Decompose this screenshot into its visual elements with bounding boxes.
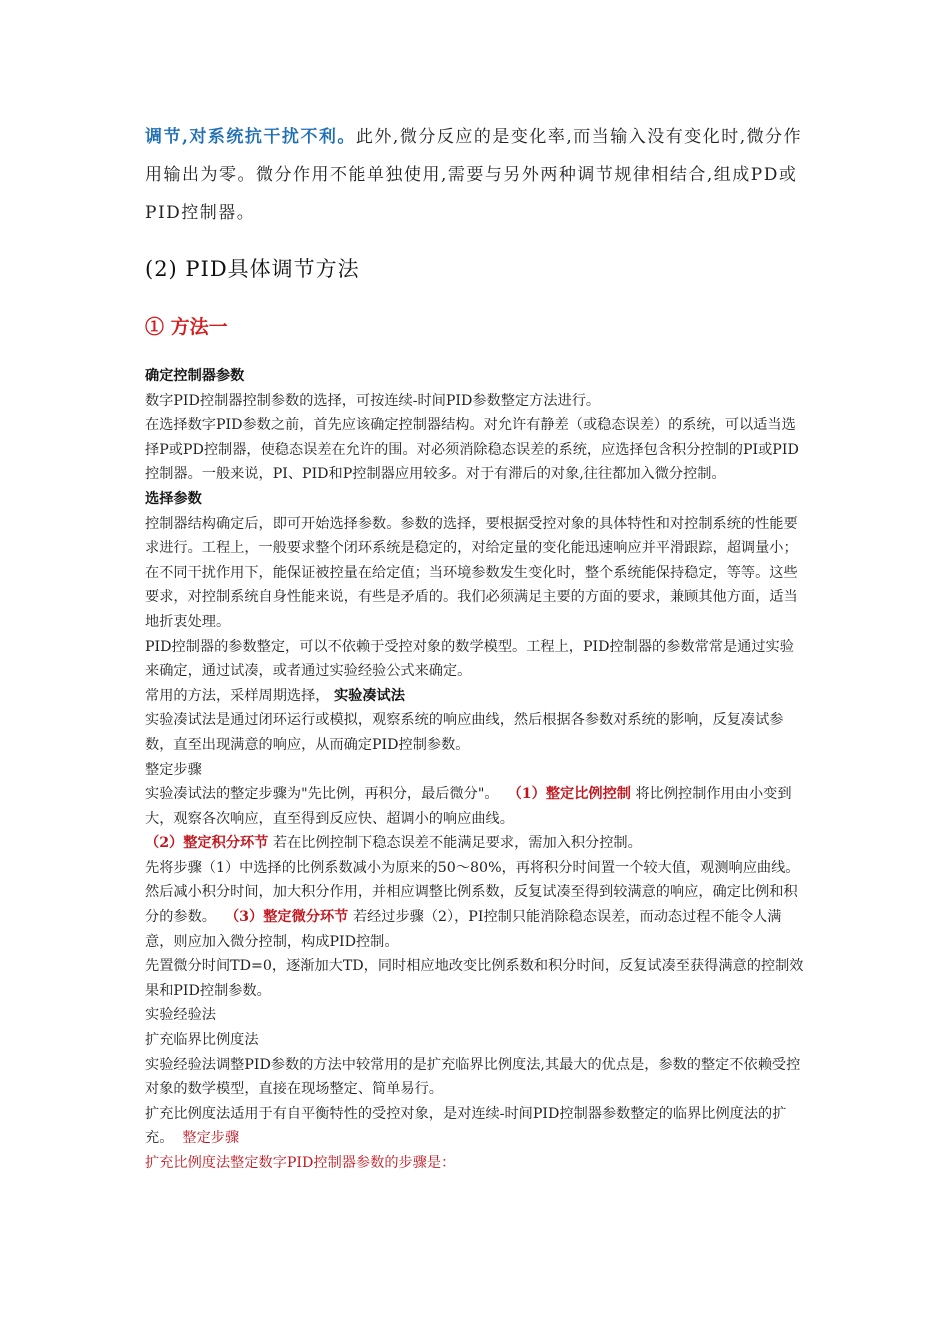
text-span: 实验凑试法的整定步骤为"先比例，再积分，最后微分"。 [145,786,499,803]
red-term: 整定步骤 [182,1130,240,1147]
paragraph [145,782,807,831]
paragraph [145,856,807,954]
paragraph: 实验凑试法是通过闭环运行或模拟，观察系统的响应曲线，然后根据各参数对系统的影响，反复凑试参数，直至出现满意的响应，从而确定PID控制参数。 [145,712,784,753]
paragraph [145,684,807,709]
heading-select-params: 选择参数 [145,490,202,507]
step2-text: 若在比例控制下稳态误差不能满足要求，需加入积分控制。 [272,835,642,852]
paragraph [145,1102,807,1151]
paragraph: 实验经验法 [145,1007,216,1024]
paragraph: 先置微分时间TD=0，逐渐加大TD，同时相应地改变比例系数和积分时间，反复试凑至获得满意的控制效果和PID控制参数。 [145,958,804,999]
paragraph-red: 扩充比例度法整定数字PID控制器参数的步骤是： [145,1155,456,1171]
subsection-title: ① 方法一 [145,316,228,338]
paragraph: 在选择数字PID参数之前，首先应该确定控制器结构。对允许有静差（或稳态误差）的系统，可以适当选择P或PD控制器，使稳态误差在允许的围。对必须消除稳态误差的系统，应选择包含积分控制的PI或PID控制器。一般来说，PI、PID和P控制器应用较多。对于有滞后的对象,往往都加入微分控制。 [145,417,799,483]
paragraph: 扩充临界比例度法 [145,1032,259,1049]
paragraph: PID控制器的参数整定，可以不依赖于受控对象的数学模型。工程上，PID控制器的参数常常是通过实验来确定，通过试凑，或者通过实验经验公式来确定。 [145,638,794,680]
paragraph: 控制器结构确定后，即可开始选择参数。参数的选择，要根据受控对象的具体特性和对控制系统的性能要求进行。工程上，一般要求整个闭环系统是稳定的，对给定量的变化能迅速响应并平滑跟踪，超调量小；在不同干扰作用下，能保证被控量在给定值；当环境参数发生变化时，整个系统能保持稳定，等等。这些要求，对控制系统自身性能来说，有些是矛盾的。我们必须满足主要的方面的要求，兼顾其他方面，适当地折衷处理。 [145,515,798,630]
intro-text: 此外,微分反应的是变化率,而当输入没有变化时,微分作用输出为零。微分作用不能单独使用,需要与另外两种调节规律相结合,组成PD或PID控制器。 [145,127,803,223]
method-body [145,364,807,1176]
paragraph: 实验经验法调整PID参数的方法中较常用的是扩充临界比例度法,其最大的优点是，参数的整定不依赖受控对象的数学模型，直接在现场整定、简单易行。 [145,1056,801,1098]
paragraph: 数字PID控制器控制参数的选择，可按连续-时间PID参数整定方法进行。 [145,392,601,409]
intro-paragraph [145,118,805,232]
step3-label: （3）整定微分环节 [224,909,349,926]
bold-term: 实验凑试法 [333,687,405,704]
text-span: 扩充比例度法适用于有自平衡特性的受控对象，是对连续-时间PID控制器参数整定的临界比例度法的扩充。 [145,1105,787,1147]
step1-text: 将比例控制作用由小变到大，观察各次响应，直至得到反应快、超调小的响应曲线。 [145,786,792,827]
step2-label: （2）整定积分环节 [145,835,269,852]
section-title: (2) PID具体调节方法 [145,257,360,281]
text-span: 常用的方法，采样周期选择， [145,687,330,704]
heading-determine-params: 确定控制器参数 [145,368,245,384]
text-span: 先将步骤（1）中选择的比例系数减小为原来的50～80%，再将积分时间置一个较大值，观测响应曲线。然后减小积分时间，加大积分作用，并相应调整比例系数，反复试凑至得到较满意的响应，确定比例和积分的参数。 [145,859,800,926]
step1-label: （1）整定比例控制 [507,786,631,803]
paragraph: 整定步骤 [145,761,202,778]
step3-text: 若经过步骤（2），PI控制只能消除稳态误差，而动态过程不能令人满意，则应加入微分控制，构成PID控制。 [145,909,782,950]
intro-highlight: 调节,对系统抗干扰不利。 [145,127,356,147]
paragraph [145,831,807,856]
